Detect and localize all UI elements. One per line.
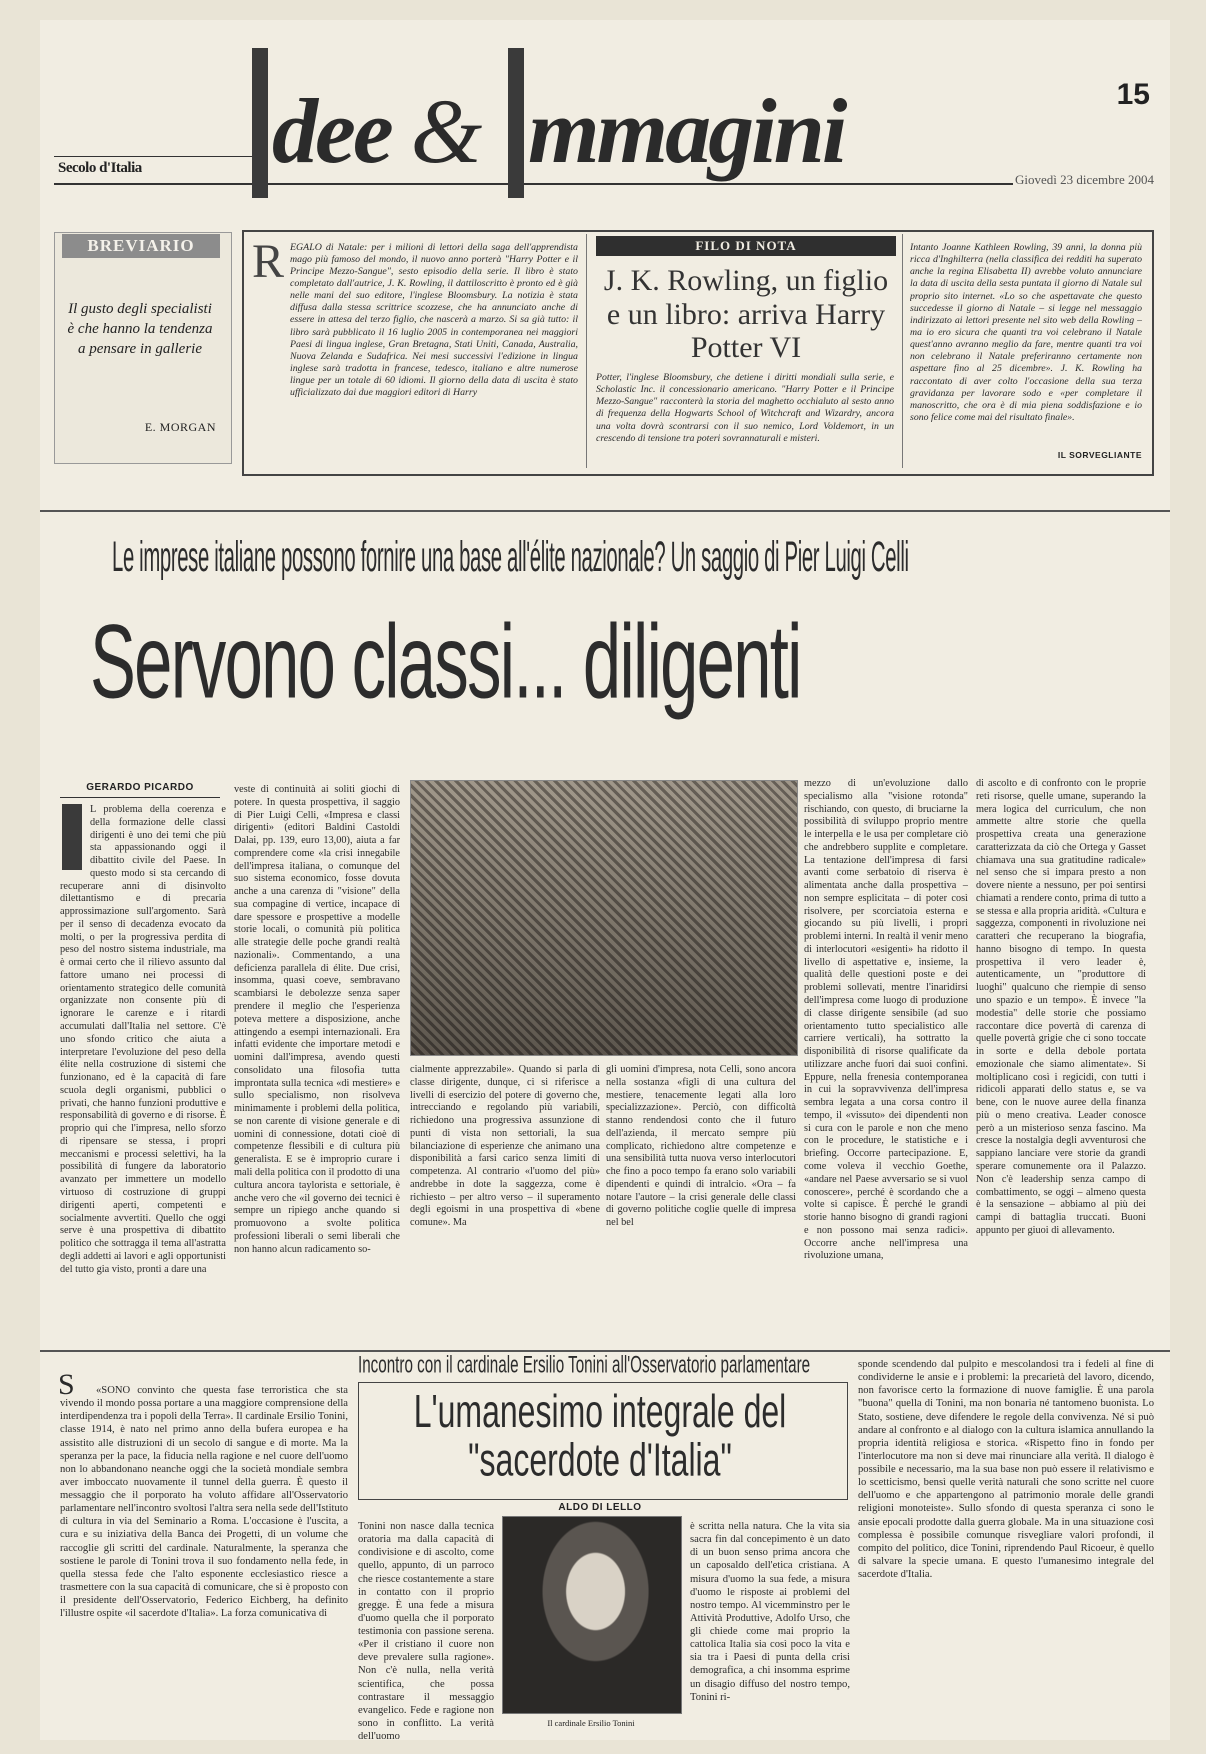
tonini-col-3: è scritta nella natura. Che la vita sia sacra fin dal concepimento è un dato di un buon senso prima ancora che un caposaldo dell'etica cristiana. A misura d'uomo la sua fede, a misura d'uomo le risposte ai problemi del nostro tempo. Al vicemminstro per le Attività Produttive, Adolfo Urso, che gli chiede come mai proprio la cattolica Italia sia così poco la vita e sia tra i Paesi di punta della crisi demografica, a chi insomma esprime un disagio diffuso del nostro tempo, Tonini ri-	[690, 1521, 850, 1703]
tonini-col-4: sponde scendendo dal pulpito e mescolandosi tra i fedeli al fine di condividerne le ansie e i problemi: la precarietà del lavoro, dicendo, non favorisce certo la formazione di nuove famiglie. È una parola "buona" quella di Tonini, ma non bonaria né tantomeno buonista. Lo Stato, sostiene, deve difendere le regole della convivenza. Né si può andare al confronto e al dialogo con la cultura islamica annullando la propria identità religiosa e storica. «Rispetto fino in fondo per l'interlocutore ma non si deve mai rinunciare alla verità. Il dialogo è possibile e necessario, ma la sua base non può essere il relativismo e lo scetticismo, bensì quelle verità naturali che sono scritte nel cuore dell'uomo e che appartengono al patrimonio morale delle grandi religioni monoteiste». Sullo sfondo di questa speranza ci sono le ansie epocali prodotte dalla guerra globale. Ma in una situazione così complessa è possibile comunque risvegliare valori profondi, il compito del politico, dice Tonini, riprendendo Paul Ricoeur, è quello di salvare la specie umana. E questo l'umanesimo integrale del sacerdote d'Italia.	[858, 1359, 1154, 1580]
section-title-part1	[272, 78, 479, 184]
crowd-illustration	[410, 780, 798, 1056]
masthead-bar-i	[252, 48, 268, 198]
celli-col-3: cialmente apprezzabile». Quando si parla di classe dirigente, dunque, ci si riferisce a livelli di esercizio del potere di governo che, intrecciando e regolando più variabili, richiedono una progressiva assunzione di punti di vista non settoriali, la sua bilanciazione di esperienze che animano una disponibilità a farsi carico senza limiti di competenza. Al contrario «l'uomo del più» andrebbe in dote la saggezza, come è richiesto – per altro verso – il superamento degli egoismi in una prospettiva di «bene comune». Ma	[410, 1064, 600, 1229]
section-word-2: mmagini	[528, 80, 845, 182]
section-rule-top	[40, 510, 1170, 512]
newspaper-page	[40, 20, 1170, 1740]
byline-rule	[60, 797, 220, 798]
celli-col-1-cont	[60, 804, 226, 1440]
breviario-author: E. MORGAN	[144, 420, 216, 434]
section-word-1: dee	[272, 80, 391, 182]
tonini-col-2: Tonini non nasce dalla tecnica oratoria ma dalla capacità di condivisione e di ascolto, come quello, appunto, di un parroco che riesce costantemente a stare in contatto con il proprio gregge. È una fede a misura d'uomo quella che il porporato testimonia con passione serena. «Per il cristiano il cuore non deve prevalere sulla ragione». Non c'è nulla, nella verità scientifica, che possa contrastare il messaggio evangelico. Fede e ragione non sono in conflitto. La verità dell'uomo	[358, 1521, 494, 1740]
paper-name: Secolo d'Italia	[58, 160, 142, 176]
rowling-divider-1	[586, 234, 587, 468]
tonini-photo-caption: Il cardinale Ersilio Tonini	[547, 1718, 635, 1728]
rowling-col-3: Intanto Joanne Kathleen Rowling, 39 anni, la donna più ricca d'Inghilterra (nella classifica dei redditi ha superato anche la regina Elisabetta II) avrebbe voluto annunciare la data di uscita della sesta puntata il giorno di Natale sul proprio sito internet. «Lo so che aspettavate che questo succedesse il giorno di Natale – si legge nel messaggio indirizzato ai lettori presente nel sito web della Rowling – ma io ero sicura che quanti tra voi celebrano il Natale quest'anno avranno meglio da fare, mentre quanti tra voi non celebrano il Natale preferiranno certamente non aspettare fino al 25 dicembre». J. K. Rowling ha raccontato di aver colto l'occasione della sua terza gravidanza per lavorare sodo e «per completare il manoscritto, che ora è di mia piena soddisfazione e io sono felice come mai del risultato finale».	[910, 242, 1142, 423]
celli-col-5: mezzo di un'evoluzione dallo specialismo alla "visione rotonda" rischiando, con questo, di bruciarne la possibilità di sviluppo proprio mentre le interpella e le usa per completare ciò che andrebbero supplite e completare. La tentazione dell'impresa di farsi avanti come serbatoio di riserva è alimentata anche dalla prospettiva – non sempre esplicitata – di poter così risolvere, per scorciatoia esterna e giocando su più livelli, i propri problemi interni. In realtà il venir meno di interlocutori «esigenti» ha ridotto il livello di aspettative e, insieme, la qualità delle questioni poste e dei problemi sollevati, mentre l'inaridirsi dell'impresa come luogo di produzione di classe dirigente sensibile (ad suo orientamento tutto specialistico alle carriere verticali), ha sottratto la disponibilità di risorse qualificate da utilizzare anche fuori dai suoi confini. Eppure, nella frenesia contemporanea in cui la sopravvivenza dell'impresa sembra legata a una corsa contro il tempo, il «vissuto» dei dipendenti non si cura con le parole e non che meno con le procedure, le statistiche e i briefing. Occorre partecipazione. E, come voleva il vecchio Goethe, «andare nel Paese avversario se si vuol conoscere», perché è scordando che a volte si capisce. È perché le grandi storie hanno bisogno di grandi ragioni e non possono mai senza radici». Occorre anche nell'impresa una rivoluzione umana,	[804, 778, 968, 1262]
celli-kicker: Le imprese italiane possono fornire una base all'élite nazionale? Un saggio di Pier Luigi Celli	[112, 534, 909, 582]
tonini-byline: ALDO DI LELLO	[558, 1502, 642, 1513]
rowling-col-1: EGALO di Natale: per i milioni di lettori della saga dell'apprendista mago più famoso del mondo, il nuovo anno porterà "Harry Potter e il Principe Mezzo-Sangue", sesto episodio della serie. Il libro è stato completato dall'autrice, J. K. Rowling, il dattiloscritto è pronto ed è già nelle mani del suo editore, l'inglese Bloomsbury. La notizia è stata diffusa dalla stessa scrittrice scozzese, che ha annunciato anche di essere in attesa del terzo figlio, che nascerà a marzo. Si sa già tutto: il libro sarà pubblicato il 16 luglio 2005 in contemporanea nei maggiori Paesi di lingua inglese, Gran Bretagna, Stati Uniti, Canada, Australia, Nuova Zelanda e Sudafrica. Nei mesi successivi l'edizione in lingua inglese sarà tradotta in francese, tedesco, italiano e altre numerose lingue per un totale di 60 idiomi. Il giorno della data di uscita è stato ufficializzato dai due maggiori editori di Harry	[290, 242, 578, 398]
breviario-quote: Il gusto degli specialisti è che hanno la tendenza a pensare in gallerie	[67, 301, 213, 357]
masthead-bar-i2	[508, 48, 524, 198]
tonini-dropcap: S	[58, 1370, 75, 1400]
rowling-col-2: Potter, l'inglese Bloomsbury, che detiene i diritti mondiali sulla serie, e Scholastic Inc. il concessionario americano. "Harry Potter e il Principe Mezzo-Sangue" racconterà la storia del maghetto occhialuto al sesto anno di frequenza della Hogwarts School of Witchcraft and Wizardry, ancora una volta dovrà scontrarsi con il suo nemico, Lord Voldemort, in un crescendo di tensione tra poteri sovrannaturali e misteri.	[596, 372, 894, 444]
page-number: 15	[1116, 78, 1150, 111]
filo-di-nota-label: FILO DI NOTA	[695, 238, 797, 253]
celli-col-6: di ascolto e di confronto con le proprie reti risorse, quelle umane, superando la mera logica del curriculum, che non ammette altre storie che quella prospettiva creata una generazione caratterizzata da ciò che Ortega y Gasset chiamava una sua gratitudine radicale» nel senso che si impara presto a non dovere niente a nessuno, per poi sentirsi chiamati a rendere conto, prima di tutto a se stessa e alla propria aridità. «Cultura e saggezza, componenti in rivoluzione nei caratteri che recuperano la biografia, hanno bisogno di tempo. In questa prospettiva il vero leader è, autenticamente, un "produttore di luoghi" qualcuno che riempie di senso uno spazio e un tempo». È invece "la modestia" delle storie che possiamo raccontare dice povertà di carenza di quelle povertà grigie che ci sono toccate in sorte e della debole portata emozionale che siamo alimentate». Si moltiplicano così i regicidi, con tutti i ridicoli apparati dello status e, se va bene, con le nuove auree della finanza più o meno creativa. Leader conosce però a un misterioso senza fascino. Ma cresce la nostalgia degli avventurosi che sappiano lanciare vere storie da grandi sperare comunemente ora il Palazzo. Non c'è leadership senza campo di combattimento, se oggi – almeno questa è la sensazione – abbiamo al più dei campi di battaglia truccati. Buoni appunto per giuoi di allevamento.	[976, 778, 1146, 1236]
celli-col-2: veste di continuità ai soliti giochi di potere. In questa prospettiva, il saggio di Pier Luigi Celli, «Impresa e classi dirigenti» (editori Baldini Castoldi Dalai, pp. 139, euro 13,00), aiuta a far comprendere come «la crisi innegabile dell'impresa italiana, o comunque del suo sistema economico, fosse dovuta anche a una carenza di "visione" della sua compagine di vertice, incapace di dare spessore e prospettive a modelle storie locali, o comunità più politica alle strategie delle poche grandi realtà nazionali». Commentando, a una deficienza parallela di élite. Due crisi, insomma, quasi coeve, sembravano scambiarsi le debolezze senza saper prendere il meglio che l'esperienza poteva mettere a disposizione, anche attingendo a esempi internazionali. Era infatti evidente che importare metodi e uomini dall'impresa, avendo questi consolidato una filosofia tutta improntata sulla tecnica «di mestiere» e sullo specialismo, non risolveva minimamente i problemi della politica, se non carente di visione generale e di uomini di connessione, dotati cioè di competenze flessibili e di cultura più generalista. E se è improprio curare i mali della politica con il prodotto di una cultura ancora taylorista e settoriale, è anche vero che «il governo dei tecnici è sempre un ripiego anche quando si promuovono a svolte politica professioni liberali o semi liberali che non hanno alcun radicamento so-	[234, 784, 400, 1255]
tonini-kicker: Incontro con il cardinale Ersilio Tonini all'Osservatorio parlamentare	[358, 1352, 811, 1379]
tonini-title: L'umanesimo integrale del "sacerdote d'Italia"	[413, 1386, 787, 1486]
breviario-label: BREVIARIO	[62, 234, 220, 258]
rowling-divider-2	[902, 234, 903, 468]
ampersand: &	[410, 80, 480, 182]
celli-byline: GERARDO PICARDO	[86, 782, 194, 793]
celli-col-1-text: L problema della coerenza e della formazione delle classi dirigenti è uno dei temi che più sta appassionando oggi il dibattito civile del Paese. In questo modo si sta cercando di recuperare anni di disinvolto dilettantismo e di precaria approssimazione sull'argomento. Sarà per il senso di decadenza evocato da molti, o per la progressiva perdita di peso del nostro sistema industriale, ma è ormai certo che il rilievo assunto dal fattore umano nei processi di orientamento strategico delle comunità organizzate non consente più di ignorare le carenze e i ritardi accumulati dall'Italia nel settore. C'è uno sfondo critico che aiuta a interpretare l'evoluzione del peso della élite nella costruzione di sistemi che funzionano, ed è la capacità di fare scuola degli organismi, pubblici o privati, che hanno funzioni produttive e responsabilità di governo e di risorse. È proprio qui che l'impresa, nello sforzo di ripensare se stessa, i propri meccanismi e processi selettivi, ha la possibilità di fungere da laboratorio avanzato per immettere un modello virtuoso di costruzione di gruppi dirigenti aperti, competenti e socialmente avvertiti. Quello che oggi serve è una prospettiva di dibattito politico che sottragga il tema all'astratta degli addetti ai lavori e agli opportunisti del tutto gia visto, pronti a dare una	[60, 804, 226, 1275]
tonini-col-1: «SONO convinto che questa fase terroristica che sta vivendo il mondo possa portare a una maggiore comprensione della interdipendenza tra i popoli della Terra». Il cardinale Ersilio Tonini, classe 1914, è nato nel primo anno della bufera europea e ha assistito alle distruzioni di un secolo di sangue e di morte. Ma la speranza per la pace, la fiducia nella ragione e nel cuore dell'uomo non lo abbandonano neanche oggi che la società mondiale sembra aver imboccato nuovamente il tunnel della guerra. È questo il messaggio che il porporato ha voluto affidare all'Osservatorio parlamentare nell'incontro svoltosi l'altra sera nella sede dell'Istituto di cultura in via del Seminario a Roma. L'occasione è l'uscita, a cura e su iniziativa della Banca dei Progetti, di un volume che raccoglie gli scritti del cardinale. Naturalmente, la speranza che sostiene le parole di Tonini trova il suo fondamento nella fede, in quella stessa fede che l'alto esponente ecclesiastico riesce a trasmettere con la sua capacità di comunicare, che si è proposto con il presidente dell'Osservatorio, Federico Eichberg, ha definito l'illustre ospite «il sacerdote d'Italia». La forza comunicativa di	[60, 1385, 348, 1620]
masthead-rule-left	[54, 156, 254, 157]
dropcap-r: R	[252, 235, 285, 288]
rowling-signature: IL SORVEGLIANTE	[1057, 450, 1142, 460]
rowling-title: J. K. Rowling, un figlio e un libro: arriva Harry Potter VI	[603, 264, 889, 365]
tonini-portrait	[502, 1516, 682, 1714]
issue-date: Giovedì 23 dicembre 2004	[1015, 172, 1154, 187]
celli-title: Servono classi... diligenti	[90, 603, 801, 720]
celli-col-4: gli uomini d'impresa, nota Celli, sono ancora nella sostanza «figli di una cultura del mestiere, tenacemente legati alla loro specializzazione». Perciò, con difficoltà stanno rendendosi conto che il futuro dell'azienda, il mercato sempre più complicato, richiedono altre competenze e una sensibilità tutta nuova verso interlocutori che fino a poco tempo fa erano solo variabili dipendenti e quindi di intralcio. «Ora – fa notare l'autore – la crisi generale delle classi di governo politiche coglie quelle di impresa nel bel	[606, 1064, 796, 1229]
